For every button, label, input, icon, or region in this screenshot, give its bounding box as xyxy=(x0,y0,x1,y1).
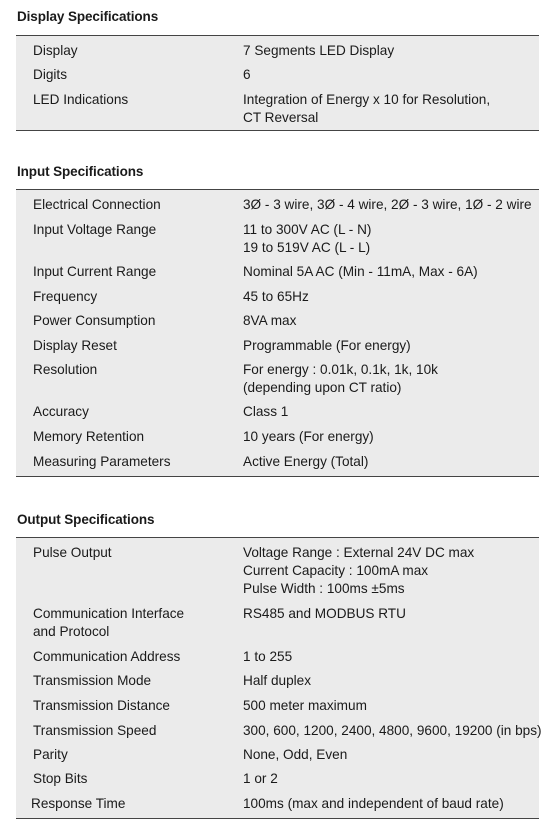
input-specs-title: Input Specifications xyxy=(17,164,144,179)
spec-label: Input Voltage Range xyxy=(33,222,157,237)
spec-value: RS485 and MODBUS RTU xyxy=(243,606,406,621)
output-specs-title: Output Specifications xyxy=(17,512,155,527)
spec-value: None, Odd, Even xyxy=(243,747,348,762)
spec-label: Response Time xyxy=(31,796,126,811)
spec-label: Stop Bits xyxy=(33,771,88,786)
spec-label: Frequency xyxy=(33,289,98,304)
spec-label: Communication Address xyxy=(33,649,181,664)
spec-label: Transmission Distance xyxy=(33,698,170,713)
spec-value: Integration of Energy x 10 for Resolution, CT Reversal xyxy=(243,92,491,125)
spec-value: Nominal 5A AC (Min - 11mA, Max - 6A) xyxy=(243,264,478,279)
spec-label: Power Consumption xyxy=(33,313,156,328)
spec-label: Display xyxy=(33,43,78,58)
spec-value: 10 years (For energy) xyxy=(243,429,374,444)
spec-value: 1 or 2 xyxy=(243,771,278,786)
spec-value: 300, 600, 1200, 2400, 4800, 9600, 19200 (in bps) xyxy=(243,723,542,738)
spec-value: 8VA max xyxy=(243,313,297,328)
spec-label: Resolution xyxy=(33,362,98,377)
display-specs-table xyxy=(16,35,539,131)
spec-label: Pulse Output xyxy=(33,545,112,560)
spec-value: Voltage Range : External 24V DC max Current Capacity : 100mA max Pulse Width : 100ms ±5ms xyxy=(243,545,475,596)
spec-label: Digits xyxy=(33,67,67,82)
spec-value: Programmable (For energy) xyxy=(243,338,411,353)
spec-label: LED Indications xyxy=(33,92,129,107)
spec-label: Input Current Range xyxy=(33,264,157,279)
spec-label: Measuring Parameters xyxy=(33,454,171,469)
output-specs-table xyxy=(16,537,542,819)
spec-label: Display Reset xyxy=(33,338,117,353)
spec-value: 11 to 300V AC (L - N) 19 to 519V AC (L - L) xyxy=(243,222,372,255)
spec-label: Parity xyxy=(33,747,68,762)
spec-value: 45 to 65Hz xyxy=(243,289,309,304)
spec-value: Half duplex xyxy=(243,673,312,688)
spec-label: Accuracy xyxy=(33,404,89,419)
spec-value: 7 Segments LED Display xyxy=(243,43,395,58)
spec-label: Transmission Mode xyxy=(33,673,152,688)
spec-value: 500 meter maximum xyxy=(243,698,367,713)
spec-value: 6 xyxy=(243,67,251,82)
spec-value: For energy : 0.01k, 0.1k, 1k, 10k (depending upon CT ratio) xyxy=(243,362,438,395)
input-specs-table xyxy=(16,189,539,477)
spec-value: Active Energy (Total) xyxy=(243,454,369,469)
spec-value: Class 1 xyxy=(243,404,289,419)
display-specs-title: Display Specifications xyxy=(17,9,159,24)
spec-label: Transmission Speed xyxy=(33,723,157,738)
spec-label: Memory Retention xyxy=(33,429,145,444)
spec-value: 100ms (max and independent of baud rate) xyxy=(243,796,504,811)
spec-label: Communication Interface and Protocol xyxy=(33,606,185,639)
spec-label: Electrical Connection xyxy=(33,197,161,212)
spec-value: 3Ø - 3 wire, 3Ø - 4 wire, 2Ø - 3 wire, 1Ø - 2 wire xyxy=(243,197,532,212)
spec-value: 1 to 255 xyxy=(243,649,293,664)
